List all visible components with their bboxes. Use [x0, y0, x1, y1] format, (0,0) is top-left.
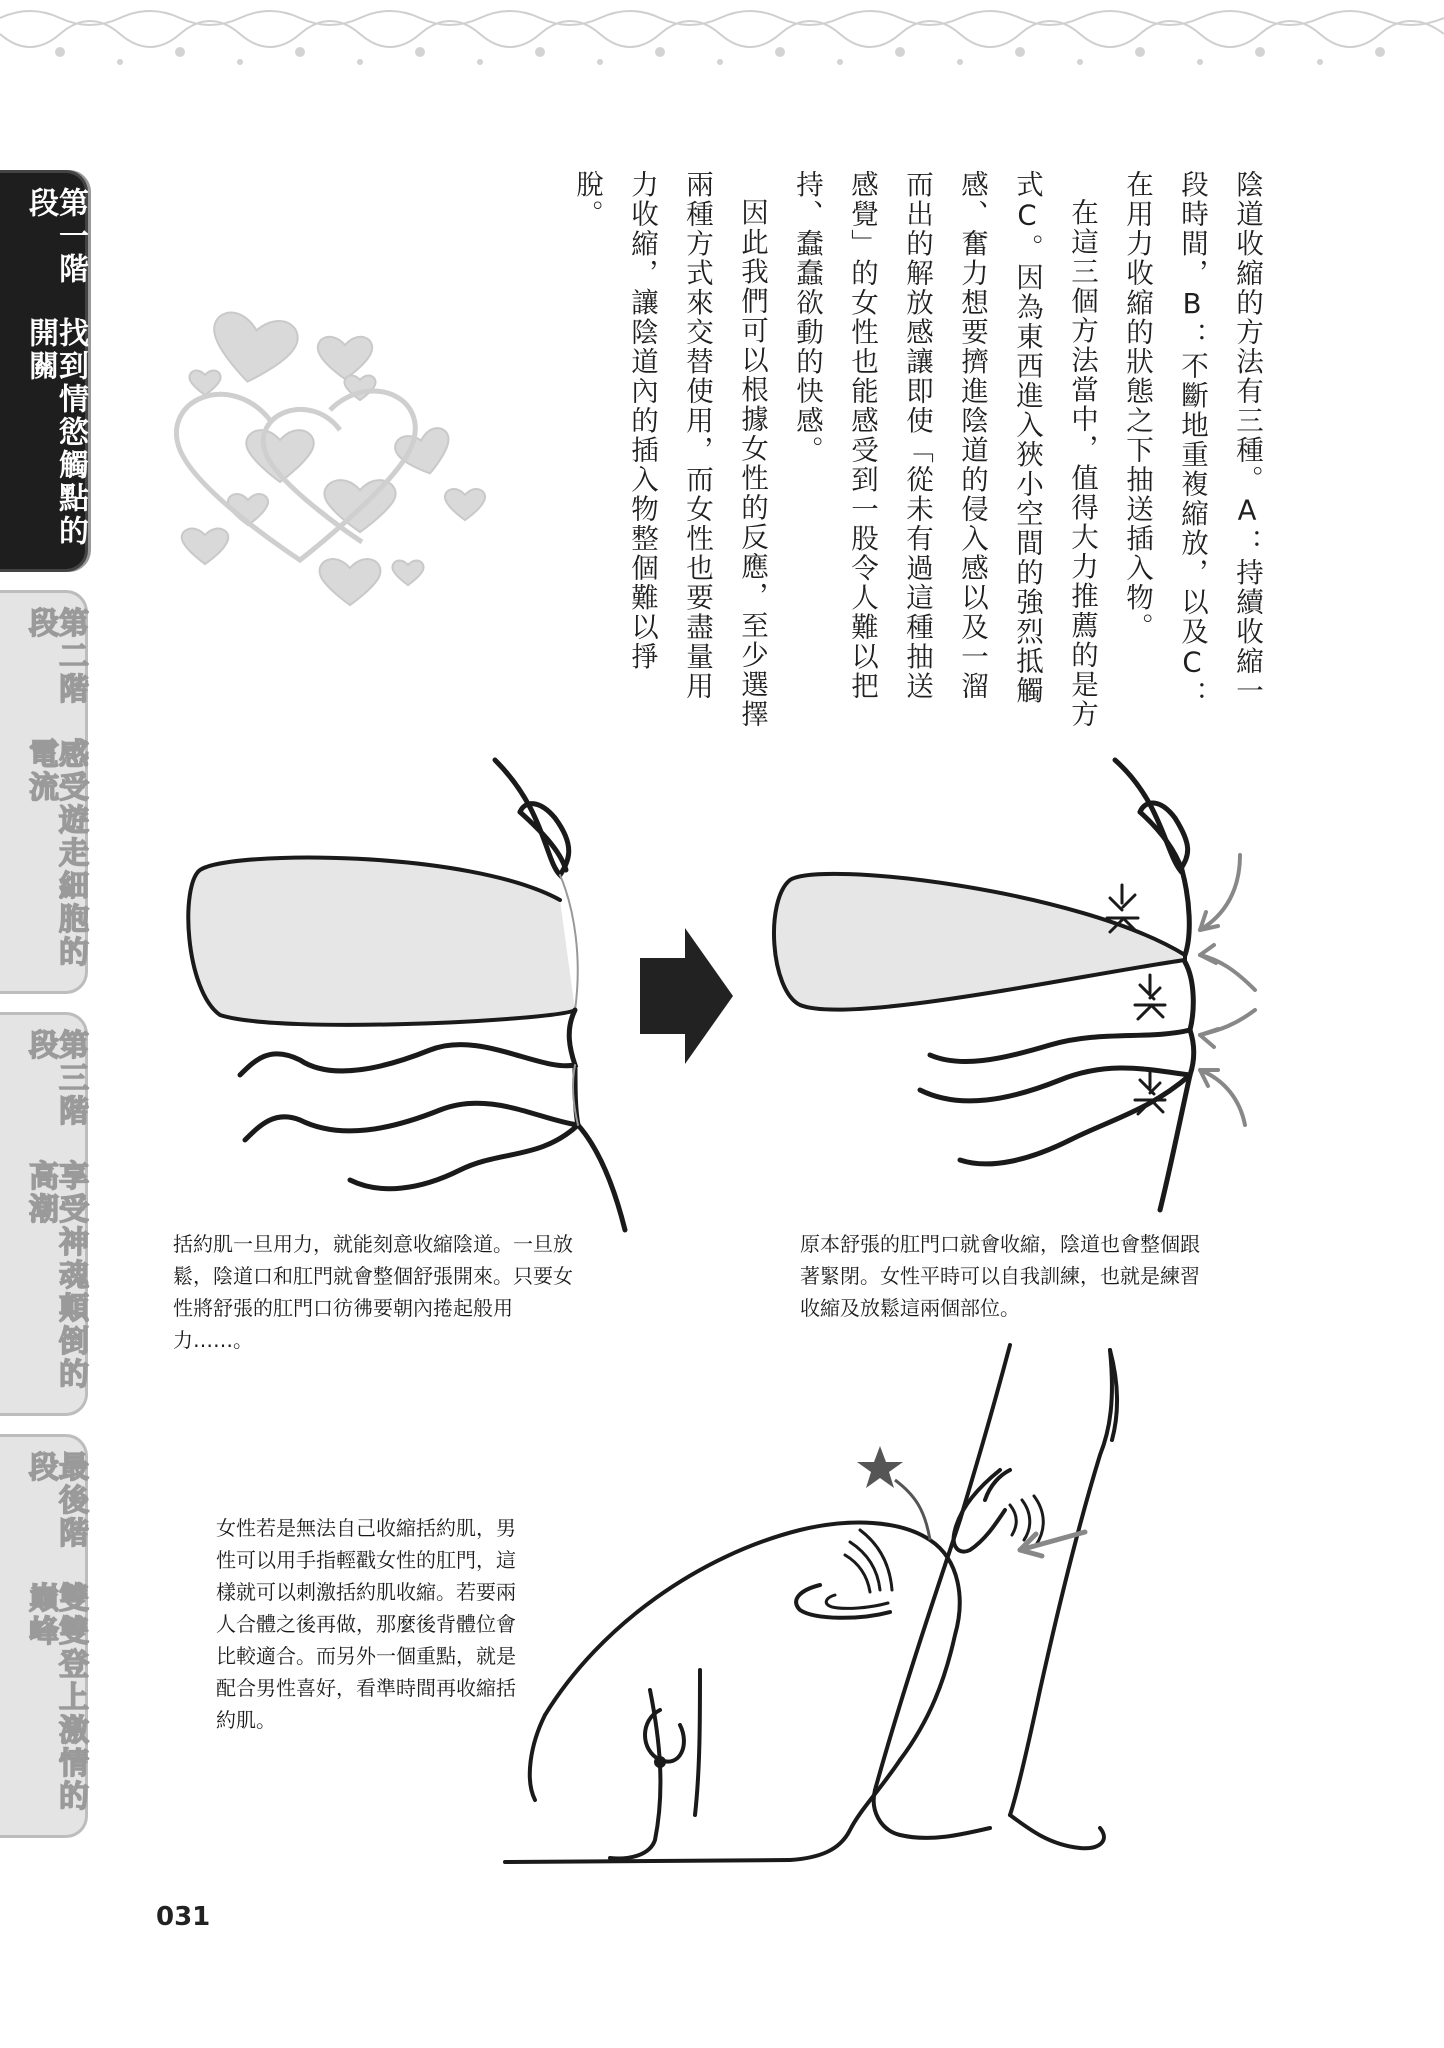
couple-illustration — [505, 1345, 1117, 1862]
tab-stage-title: 雙雙登上激情的巔峰 — [23, 1582, 88, 1814]
transition-arrow-icon — [640, 928, 733, 1064]
relaxed-diagram — [188, 760, 625, 1230]
pressure-marks — [1107, 885, 1165, 1114]
body-paragraph-2: 在這三個方法當中，值得大力推薦的是方式C。因為東西進入狹小空間的強烈抵觸感、奮力想要擠進陰道的侵入感以及一溜而出的解放感讓即使「從未有過這種抽送感覺」的女性也能感受到一股令人難以把持、蠢蠢欲動的快感。 — [791, 170, 1098, 729]
tab-stage-label: 第一階段 — [23, 187, 88, 286]
tab-stage-label: 第三階段 — [23, 1029, 88, 1128]
tab-stage-title: 找到情慾觸點的開關 — [23, 317, 88, 549]
caption-relaxed: 括約肌一旦用力，就能刻意收縮陰道。一旦放鬆，陰道口和肛門就會整個舒張開來。只要女性將舒張的肛門口彷彿要朝內捲起般用力……。 — [173, 1232, 573, 1352]
caption-contracted: 原本舒張的肛門口就會收縮，陰道也會整個跟著緊閉。女性平時可以自我訓練，也就是練習收縮及放鬆這兩個部位。 — [800, 1232, 1200, 1320]
contracted-diagram — [774, 760, 1194, 1210]
hearts-decoration — [182, 310, 485, 605]
page-number: 031 — [156, 1902, 211, 1932]
tab-stage-label: 最後階段 — [23, 1451, 88, 1550]
tab-stage-label: 第二階段 — [23, 607, 88, 706]
caption-finger-stimulation: 女性若是無法自己收縮括約肌，男性可以用手指輕戳女性的肛門，這樣就可以刺激括約肌收縮。若要兩人合體之後再做，那麼後背體位會比較適合。而另外一個重點，就是配合男性喜好，看準時間再收縮括約肌。 — [216, 1516, 516, 1732]
squeeze-arrows — [1200, 855, 1255, 1125]
tab-stage-title: 感受遊走細胞的電流 — [23, 738, 88, 970]
body-paragraph-3: 因此我們可以根據女性的反應，至少選擇兩種方式來交替使用，而女性也要盡量用力收縮，讓陰道內的插入物整個難以掙脫。 — [571, 170, 768, 729]
tab-stage-title: 享受神魂顛倒的高潮 — [23, 1160, 88, 1392]
body-paragraph-1: 陰道收縮的方法有三種。A：持續收縮一段時間，B：不斷地重複縮放，以及C：在用力收縮的狀態之下抽送插入物。 — [1121, 170, 1263, 710]
